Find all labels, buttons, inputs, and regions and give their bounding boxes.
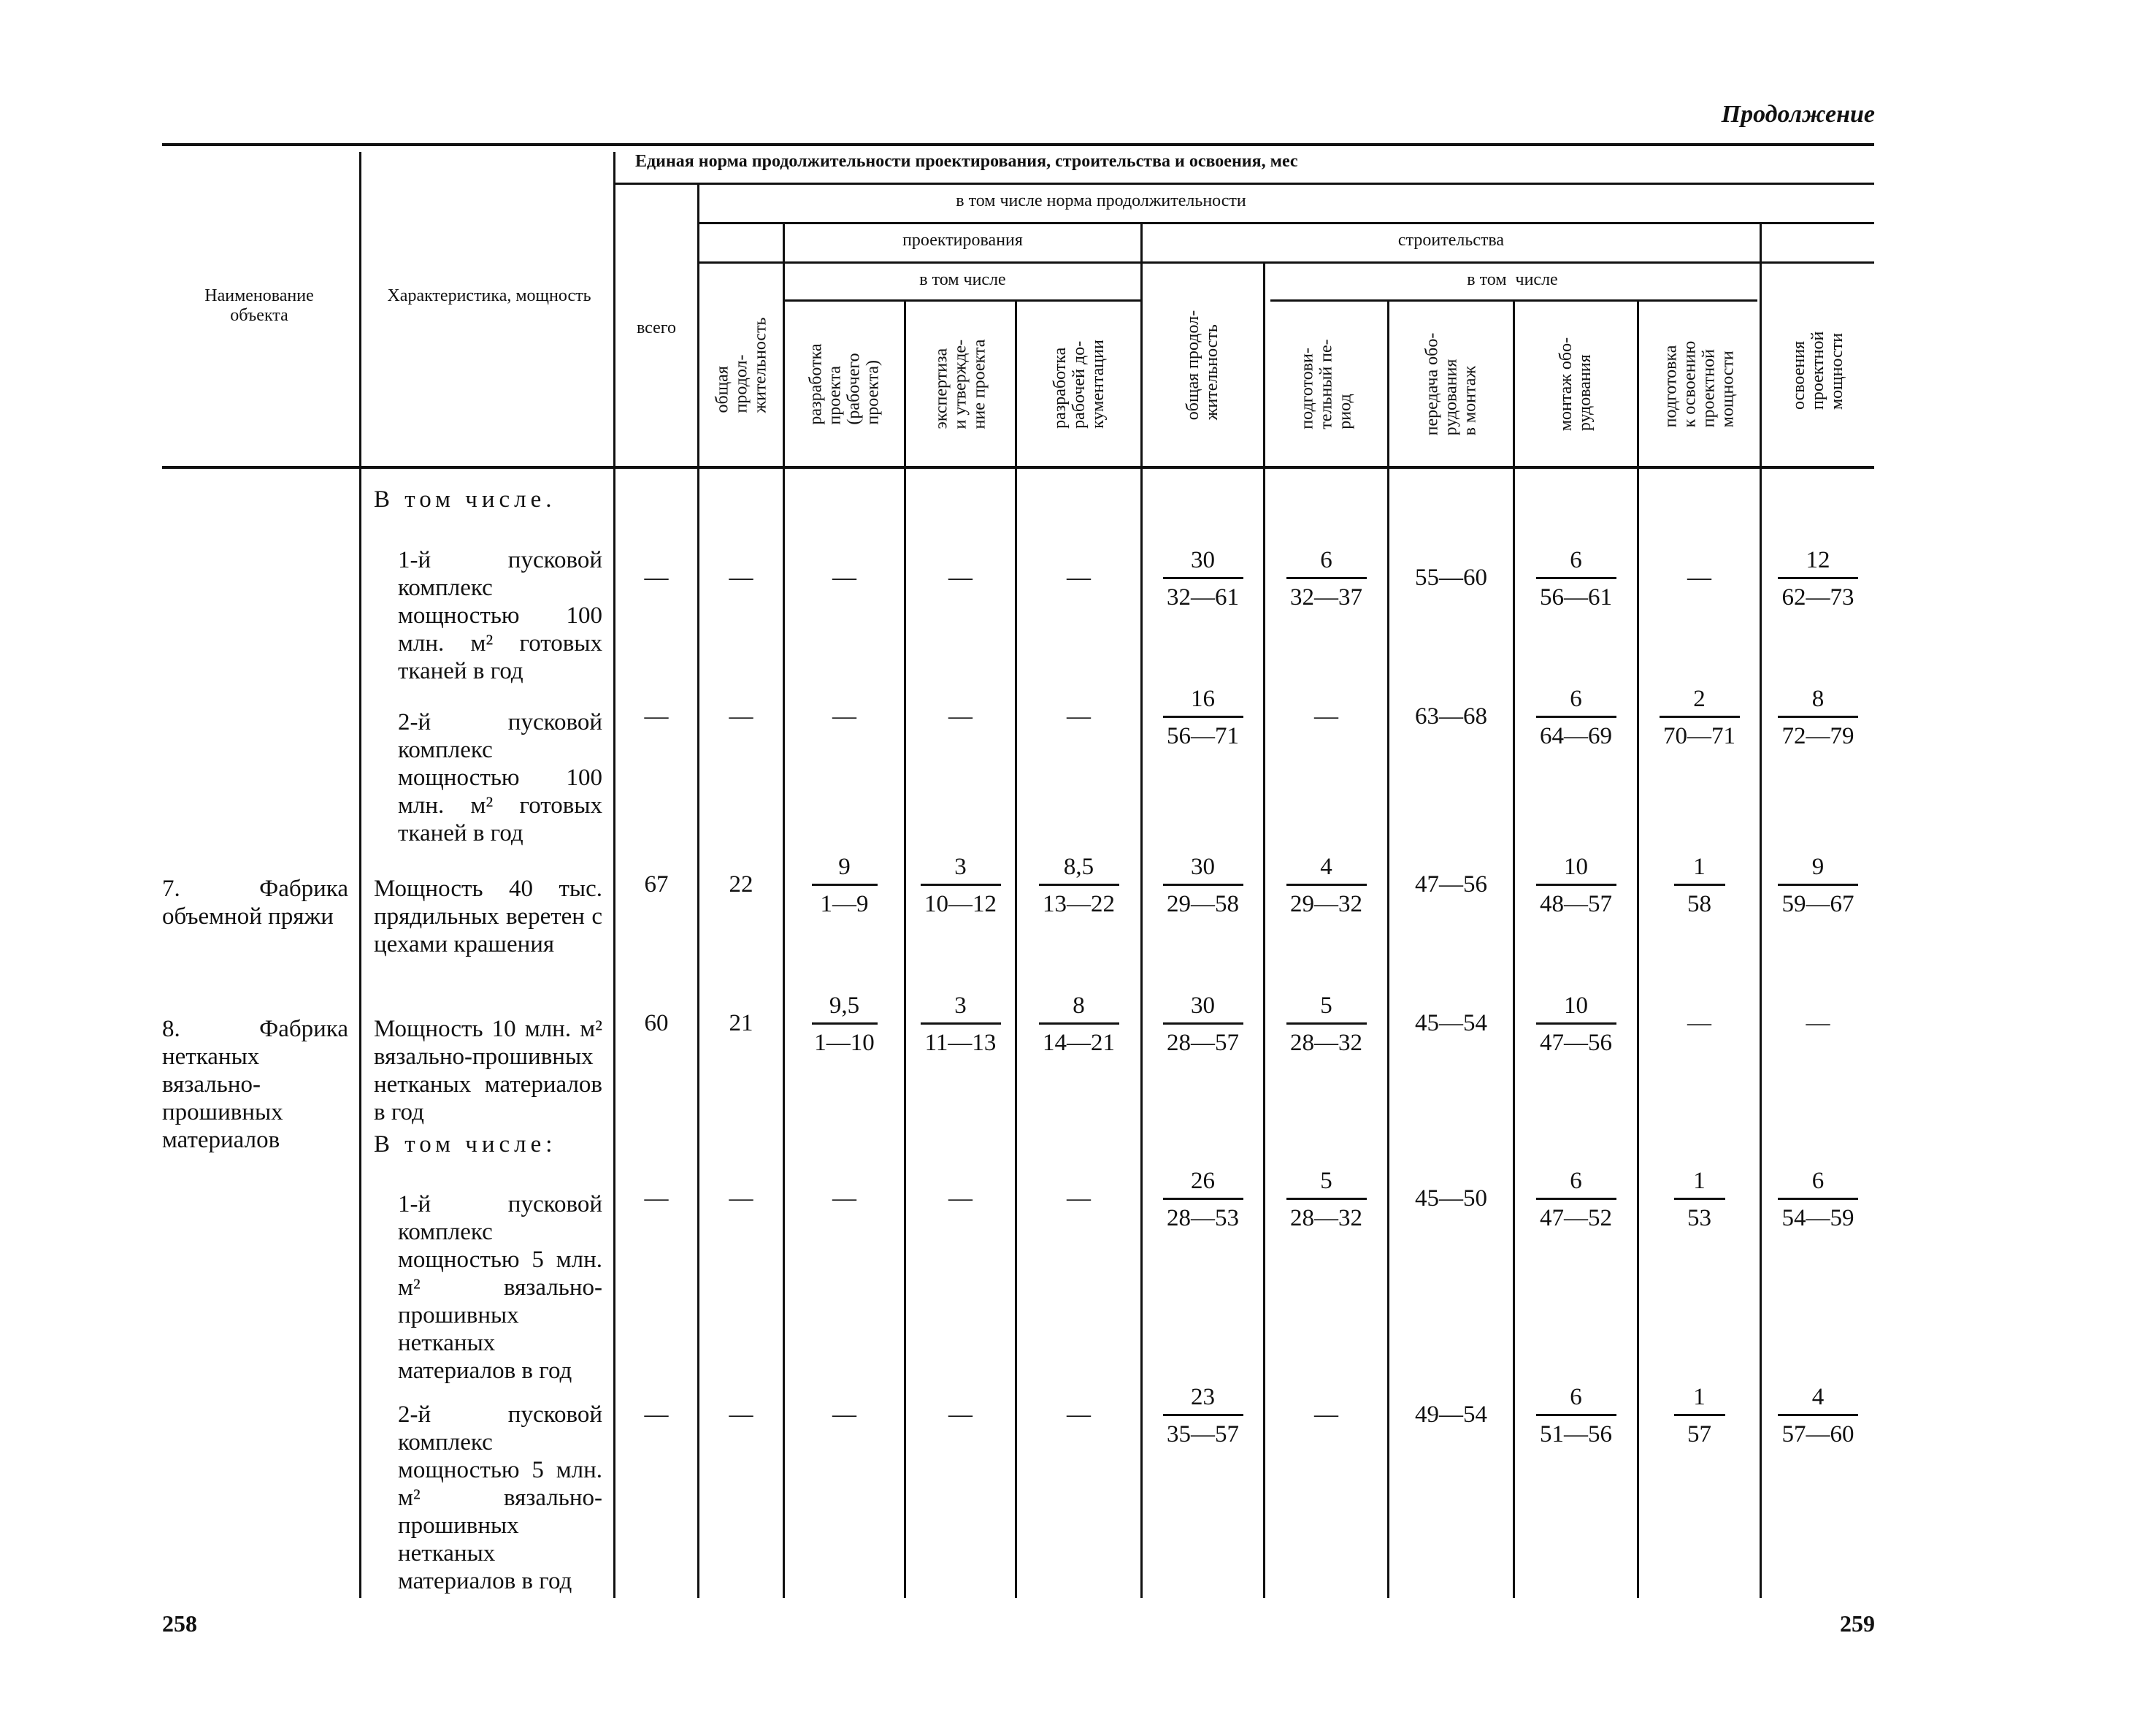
row6-characteristic: 2-й пусковой комплекс мощностью 5 млн. м² вязально-прошивных нетканых материалов в год bbox=[398, 1401, 602, 1594]
r3-expertise: 3 10—12 bbox=[906, 853, 1015, 918]
r1-mastering: 12 62—73 bbox=[1762, 546, 1874, 611]
r1-construction: 30 32—61 bbox=[1143, 546, 1263, 611]
r5-total: — bbox=[644, 1185, 669, 1212]
r1-design-total: — bbox=[729, 565, 753, 591]
r5-design-dev: — bbox=[832, 1185, 856, 1212]
r2-mastering-prep: 2 70—71 bbox=[1639, 685, 1760, 750]
r2-design-total: — bbox=[729, 703, 753, 730]
r1-equipment-transfer: 55—60 bbox=[1415, 565, 1487, 591]
r3-design-total: 22 bbox=[729, 871, 753, 898]
r6-preparatory: — bbox=[1314, 1401, 1338, 1428]
header-preparatory: подготови- тельный пе- риод bbox=[1297, 339, 1355, 429]
r1-design-dev: — bbox=[832, 565, 856, 591]
r1-mastering-prep: — bbox=[1687, 565, 1711, 591]
header-characteristic: Характеристика, мощность bbox=[387, 286, 591, 305]
page-number-right: 259 bbox=[1840, 1610, 1875, 1637]
r6-construction: 23 35—57 bbox=[1143, 1383, 1263, 1448]
r5-equipment-transfer: 45—50 bbox=[1415, 1185, 1487, 1212]
r2-equipment-transfer: 63—68 bbox=[1415, 703, 1487, 730]
continuation-label: Продолжение bbox=[1721, 101, 1875, 128]
r4-expertise: 3 11—13 bbox=[906, 992, 1015, 1057]
header-design-total: общая продол- жительность bbox=[713, 317, 770, 413]
header-construction: строительства bbox=[1397, 231, 1505, 250]
header-mastering-prep: подготовка к освоению проектной мощности bbox=[1661, 340, 1738, 428]
header-object-name: Наименование объекта bbox=[204, 286, 314, 325]
r3-design-dev: 9 1—9 bbox=[785, 853, 904, 918]
r4-working-docs: 8 14—21 bbox=[1017, 992, 1140, 1057]
header-total: всего bbox=[636, 318, 677, 337]
header-construction-total: общая продол- жительность bbox=[1184, 310, 1222, 421]
r2-construction: 16 56—71 bbox=[1143, 685, 1263, 750]
page-number-left: 258 bbox=[162, 1610, 197, 1637]
r5-mastering: 6 54—59 bbox=[1762, 1167, 1874, 1232]
r3-mastering: 9 59—67 bbox=[1762, 853, 1874, 918]
including-label-1: В том числе. bbox=[374, 486, 556, 513]
r4-construction: 30 28—57 bbox=[1143, 992, 1263, 1057]
r3-equipment-install: 10 48—57 bbox=[1515, 853, 1637, 918]
r4-design-total: 21 bbox=[729, 1010, 753, 1036]
r2-design-dev: — bbox=[832, 703, 856, 730]
row2-characteristic: 2-й пусковой комплекс мощностью 100 млн. м² готовых тканей в год bbox=[398, 709, 602, 846]
r4-mastering-prep: — bbox=[1687, 1010, 1711, 1036]
r2-expertise: — bbox=[948, 703, 972, 730]
r3-mastering-prep: 1 58 bbox=[1639, 853, 1760, 918]
r5-equipment-install: 6 47—52 bbox=[1515, 1167, 1637, 1232]
r3-equipment-transfer: 47—56 bbox=[1415, 871, 1487, 898]
row3-object-name: 7. Фабрика объемной пряжи bbox=[162, 876, 348, 930]
r2-preparatory: — bbox=[1314, 703, 1338, 730]
r4-equipment-install: 10 47—56 bbox=[1515, 992, 1637, 1057]
header-equipment-install: монтаж обо- рудования bbox=[1557, 337, 1595, 432]
r5-working-docs: — bbox=[1067, 1185, 1091, 1212]
including-label-2: В том числе: bbox=[374, 1131, 557, 1158]
r1-working-docs: — bbox=[1067, 565, 1091, 591]
row1-characteristic: 1-й пусковой комплекс мощностью 100 млн. м² готовых тканей в год bbox=[398, 547, 602, 684]
r1-expertise: — bbox=[948, 565, 972, 591]
header-construction-incl: в том числе bbox=[1467, 270, 1558, 289]
r4-preparatory: 5 28—32 bbox=[1265, 992, 1387, 1057]
header-working-docs: разработка рабочей до- кументации bbox=[1050, 340, 1108, 429]
r6-equipment-transfer: 49—54 bbox=[1415, 1401, 1487, 1428]
r6-mastering-prep: 1 57 bbox=[1639, 1383, 1760, 1448]
header-incl-norm: в том числе норма продолжительности bbox=[956, 191, 1246, 210]
row3-characteristic: Мощность 40 тыс. прядильных веретен с цехами крашения bbox=[374, 876, 602, 957]
r5-construction: 26 28—53 bbox=[1143, 1167, 1263, 1232]
r2-working-docs: — bbox=[1067, 703, 1091, 730]
r5-mastering-prep: 1 53 bbox=[1639, 1167, 1760, 1232]
row5-characteristic: 1-й пусковой комплекс мощностью 5 млн. м² вязально-прошивных нетканых материалов в год bbox=[398, 1191, 602, 1384]
r6-design-dev: — bbox=[832, 1401, 856, 1428]
header-design-development: разработка проекта (рабочего проекта) bbox=[806, 343, 883, 425]
r1-equipment-install: 6 56—61 bbox=[1515, 546, 1637, 611]
r2-mastering: 8 72—79 bbox=[1762, 685, 1874, 750]
row4-object-name: 8. Фабрика нетканых вязально-прошивных материалов bbox=[162, 1016, 348, 1153]
header-equipment-transfer: передача обо- рудования в монтаж bbox=[1422, 332, 1480, 436]
r6-design-total: — bbox=[729, 1401, 753, 1428]
r4-mastering: — bbox=[1806, 1010, 1830, 1036]
r6-expertise: — bbox=[948, 1401, 972, 1428]
r3-construction: 30 29—58 bbox=[1143, 853, 1263, 918]
header-design: проектирования bbox=[902, 231, 1023, 250]
r6-equipment-install: 6 51—56 bbox=[1515, 1383, 1637, 1448]
row4-characteristic: Мощность 10 млн. м² вязально-прошивных нетканых материалов в год bbox=[374, 1016, 602, 1125]
r2-total: — bbox=[644, 703, 669, 730]
r1-preparatory: 6 32—37 bbox=[1265, 546, 1387, 611]
r5-design-total: — bbox=[729, 1185, 753, 1212]
header-mastering: освоения проектной мощности bbox=[1789, 331, 1846, 410]
r3-total: 67 bbox=[644, 871, 669, 898]
r6-total: — bbox=[644, 1401, 669, 1428]
r5-expertise: — bbox=[948, 1185, 972, 1212]
r3-working-docs: 8,5 13—22 bbox=[1017, 853, 1140, 918]
header-expertise: экспертиза и утвержде- ние проекта bbox=[932, 339, 989, 429]
r2-equipment-install: 6 64—69 bbox=[1515, 685, 1637, 750]
r3-preparatory: 4 29—32 bbox=[1265, 853, 1387, 918]
r4-equipment-transfer: 45—54 bbox=[1415, 1010, 1487, 1036]
header-design-incl: в том числе bbox=[919, 270, 1006, 289]
r4-design-dev: 9,5 1—10 bbox=[785, 992, 904, 1057]
r6-working-docs: — bbox=[1067, 1401, 1091, 1428]
r1-total: — bbox=[644, 565, 669, 591]
r4-total: 60 bbox=[644, 1010, 669, 1036]
r6-mastering: 4 57—60 bbox=[1762, 1383, 1874, 1448]
r5-preparatory: 5 28—32 bbox=[1265, 1167, 1387, 1232]
header-unified-norm: Единая норма продолжительности проектирования, строительства и освоения, мес bbox=[635, 152, 1298, 171]
